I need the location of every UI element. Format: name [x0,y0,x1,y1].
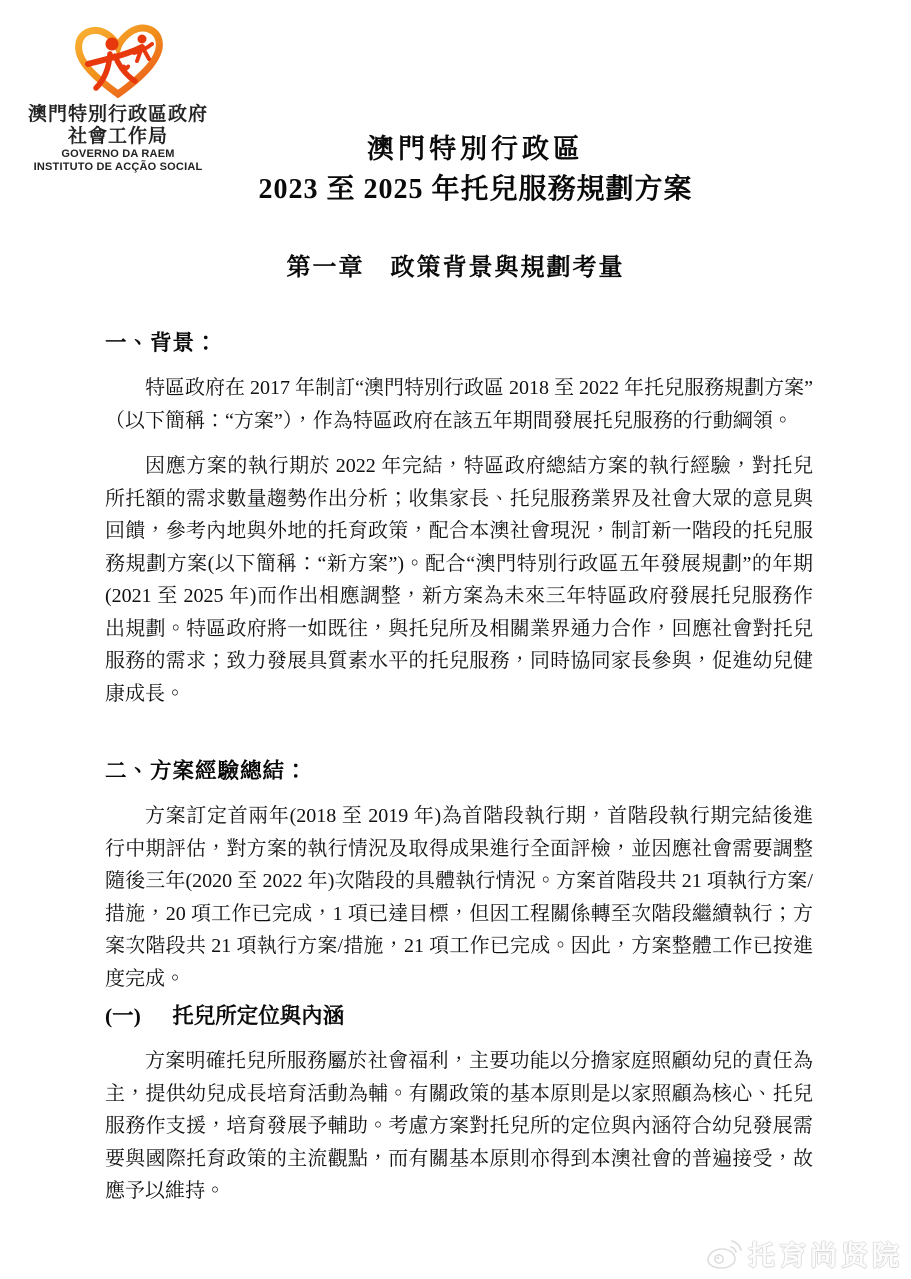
section-2-heading: 二、方案經驗總結： [105,759,308,783]
document-title [40,133,911,206]
watermark [706,1234,903,1273]
agency-name-pt-line2: INSTITUTO DE ACÇÃO SOCIAL [33,161,203,173]
chapter-heading: 第一章 政策背景與規劃考量 [286,255,625,281]
section-1-paragraph-2: 因應方案的執行期於 2022 年完結，特區政府總結方案的執行經驗，對托兒所托額的需求數量趨勢作出分析；收集家長、托兒服務業界及社會大眾的意見與回饋，參考內地與外地的托育政策，配合本澳社會現況，制訂新一階段的托兒服務規劃方案(以下簡稱：“新方案”)。配合“澳門特別行政區五年發展規劃”的年期(2021 至 2025 年)而作出相應調整，新方案為未來三年特區政府發展托兒服務作出規劃。特區政府將一如既往，與托兒所及相關業界通力合作，回應社會對托兒服務的需求；致力發展具質素水平的托兒服務，同時協同家長參與，促進幼兒健康成長。 [105,455,813,705]
agency-name-cn-line1: 澳門特別行政區政府 [27,104,208,125]
subsection-1-title: 托兒所定位與內涵 [172,1004,345,1028]
subsection-1-number: (一) [105,1004,141,1028]
watermark-text: 托育尚贤院 [748,1241,903,1271]
heart-with-figures-logo-icon [68,20,168,100]
section-1-paragraph-1: 特區政府在 2017 年制訂“澳門特別行政區 2018 至 2022 年托兒服務規劃方案”（以下簡稱：“方案”），作為特區政府在該五年期間發展托兒服務的行動綱領。 [105,377,813,432]
subsection-1-heading [105,1003,813,1029]
document-title-line2: 2023 至 2025 年托兒服務規劃方案 [258,174,693,205]
agency-name-pt-line1: GOVERNO DA RAEM [61,148,175,160]
subsection-1-paragraph-1: 方案明確托兒所服務屬於社會福利，主要功能以分擔家庭照顧幼兒的責任為主，提供幼兒成長培育活動為輔。有關政策的基本原則是以家照顧為核心、托兒服務作支援，培育發展予輔助。考慮方案對托兒所的定位與內涵符合幼兒發展需要與國際托育政策的主流觀點，而有關基本原則亦得到本澳社會的普遍接受，故應予以維持。 [105,1050,813,1202]
document-title-line1: 澳門特別行政區 [367,134,584,164]
section-2-paragraph-1: 方案訂定首兩年(2018 至 2019 年)為首階段執行期，首階段執行期完結後進行中期評估，對方案的執行情況及取得成果進行全面評檢，並因應社會需要調整隨後三年(2020 至 2022 年)次階段的具體執行情況。方案首階段共 21 項執行方案/措施，20 項工作已完成，1 項已達目標，但因工程關係轉至次階段繼續執行；方案次階段共 21 項執行方案/措施，21 項工作已完成。因此，方案整體工作已按進度完成。 [105,805,813,990]
agency-name-cn-line2: 社會工作局 [67,126,168,147]
section-1-heading: 一、背景： [105,331,218,355]
weibo-icon [706,1239,742,1269]
document-body [105,330,813,1208]
